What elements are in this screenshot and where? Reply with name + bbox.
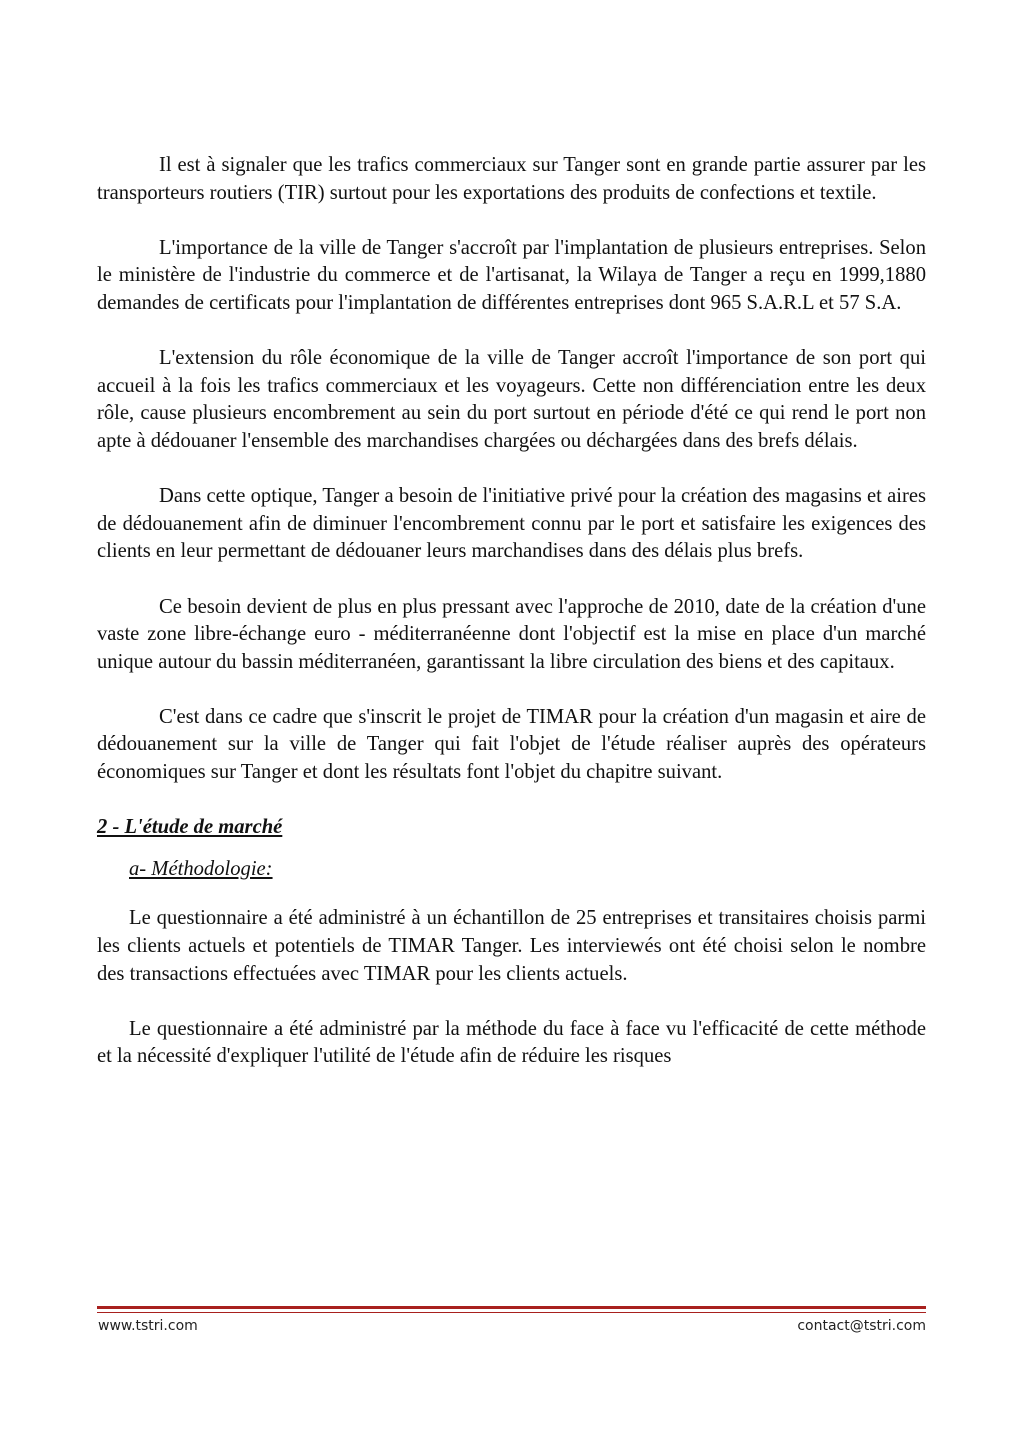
paragraph-tir-traffic: Il est à signaler que les trafics commerciaux sur Tanger sont en grande partie assurer par les transporteurs routiers (TIR) surtout pour les exportations des produits de confections et textile.	[97, 154, 926, 204]
footer-rule-thin	[97, 1312, 926, 1313]
paragraph-tanger-enterprises: L'importance de la ville de Tanger s'accroît par l'implantation de plusieurs entreprises. Selon le ministère de l'industrie du commerce et de l'artisanat, la Wilaya de Tanger a reçu en 1999,1880 demandes de certificats pour l'implantation de différentes entreprises dont 965 S.A.R.L et 57 S.A.	[97, 236, 926, 314]
paragraph-private-initiative: Dans cette optique, Tanger a besoin de l'initiative privé pour la création des magasins et aires de dédouanement afin de diminuer l'encombrement connu par le port et satisfaire les exigences des clients en leur permettant de dédouaner leurs marchandises dans des délais plus brefs.	[97, 485, 926, 563]
paragraph-timar-project: C'est dans ce cadre que s'inscrit le projet de TIMAR pour la création d'un magasin et aire de dédouanement sur la ville de Tanger qui fait l'objet de l'étude réaliser auprès des opérateurs économiques sur Tanger et dont les résultats font l'objet du chapitre suivant.	[97, 705, 926, 784]
paragraph-2010-free-trade: Ce besoin devient de plus en plus pressant avec l'approche de 2010, date de la création d'une vaste zone libre-échange euro - méditerranéenne dont l'objectif est la mise en place d'un marché unique autour du bassin méditerranéen, garantissant la libre circulation des biens et des capitaux.	[97, 595, 926, 673]
paragraph-port-role: L'extension du rôle économique de la ville de Tanger accroît l'importance de son port qui accueil à la fois les trafics commerciaux et les voyageurs. Cette non différenciation entre les deux rôle, cause plusieurs encombrement au sein du port surtout en période d'été ce qui rend le port non apte à dédouaner l'ensemble des marchandises chargées ou déchargées dans des brefs délais.	[97, 347, 926, 452]
footer-rule-thick	[97, 1306, 926, 1309]
document-body	[97, 152, 926, 1071]
paragraph-sample: Le questionnaire a été administré à un échantillon de 25 entreprises et transitaires choisis parmi les clients actuels et potentiels de TIMAR Tanger. Les interviewés ont été choisi selon le nombre des transactions effectuées avec TIMAR pour les clients actuels.	[97, 907, 926, 985]
footer-email: contact@tstri.com	[797, 1318, 926, 1334]
section-title: 2 - L'étude de marché	[97, 816, 283, 839]
footer-website: www.tstri.com	[98, 1318, 198, 1334]
paragraph-face-to-face: Le questionnaire a été administré par la méthode du face à face vu l'efficacité de cette méthode et la nécessité d'expliquer l'utilité de l'étude afin de réduire les risques	[97, 1017, 926, 1068]
subsection-title: a- Méthodologie:	[129, 857, 273, 880]
